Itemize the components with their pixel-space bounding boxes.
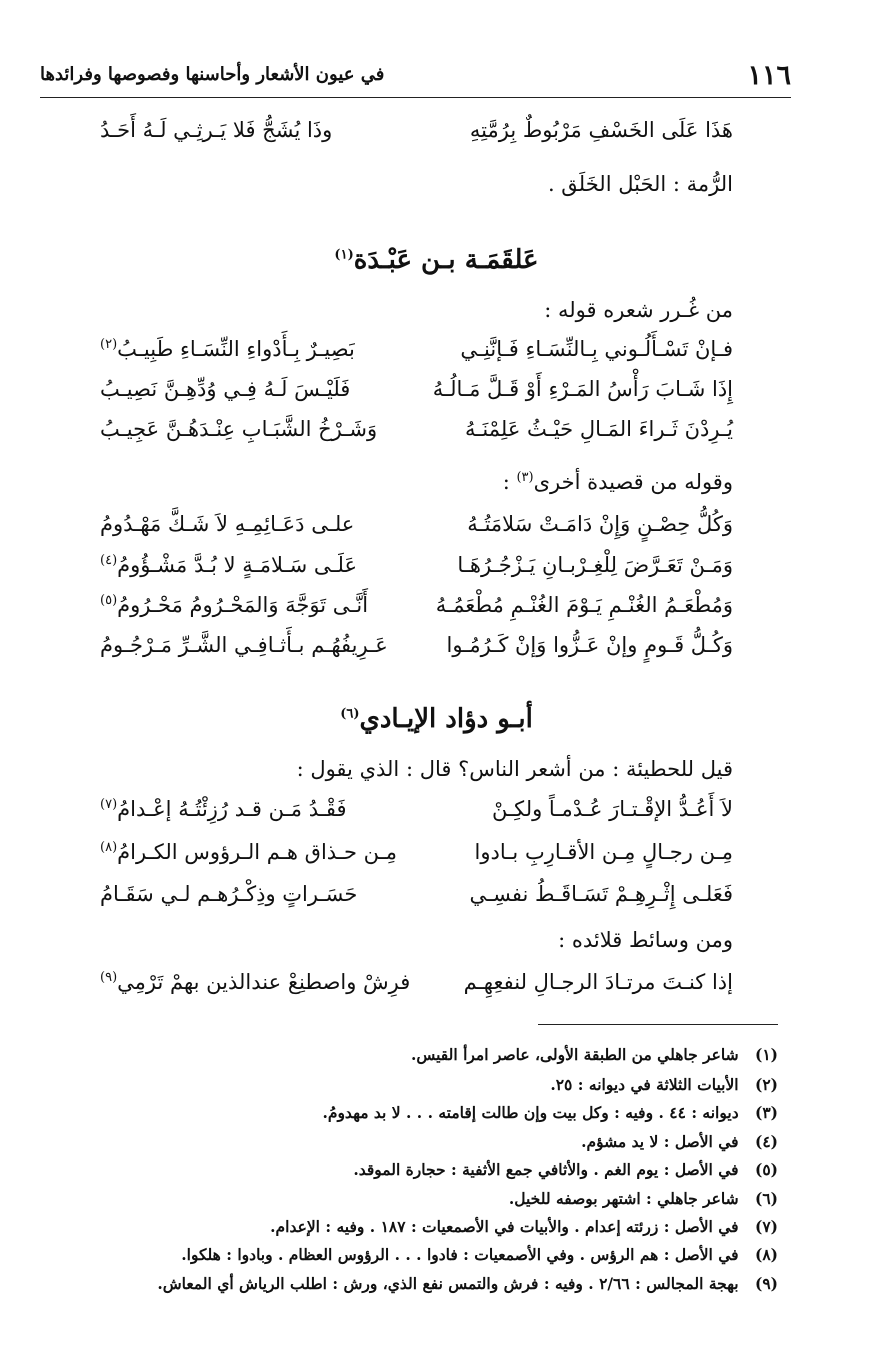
verse-line	[100, 633, 733, 673]
second-hemistich: مِـن حـذاق هـم الـرؤوس الكـرامُ$^{(٨)}$	[100, 840, 398, 864]
second-hemistich: عَـرِيفُهُـم بـأَثـافِـي الشَّـرِّ مَـرْجُـومُ	[100, 633, 388, 657]
footnote-number: (٦)	[754, 1189, 778, 1208]
footnote-marker: (٧)	[100, 797, 118, 812]
footnote-text: في الأصل : لا يد مشؤم.	[581, 1132, 739, 1151]
verse-line	[100, 118, 733, 158]
footnote-marker: (٨)	[100, 840, 118, 855]
intro-line: قيل للحطيئة : من أشعر الناس؟ قال : الذي يقول :	[296, 757, 733, 781]
second-hemistich: حَسَـراتٍ وذِكْـرُهـم لـي سَقَـامُ	[100, 882, 358, 906]
footnote-number: (٢)	[754, 1075, 778, 1094]
footnote-number: (٤)	[754, 1132, 778, 1151]
first-hemistich: إِذَا شَـابَ رَأْسُ المَـرْءِ أَوْ قَـلَّ مَـالُـهُ	[432, 377, 733, 401]
running-header	[40, 58, 791, 98]
footnote	[411, 1045, 778, 1064]
footnote-marker: (٤)	[100, 553, 118, 568]
footnote-text: في الأصل : هم الرؤس . وفي الأصمعيات : فادوا . . . الرؤوس العظام . وبادوا : هلكوا.	[181, 1245, 739, 1264]
footnote	[353, 1160, 778, 1179]
second-hemistich: فَقْـدُ مَـن قـد رُزِئْتُـهُ إعْـدامُ$^{(٧)}$	[100, 797, 347, 821]
second-hemistich: وذَا يُشَجُّ فَلا يَـرثِـي لَـهُ أَحَـدُ	[100, 118, 333, 142]
first-hemistich: وَمَـنْ تَعَـرَّضَ لِلْغِـرْبـانِ يَـزْجُـرُهَـا	[457, 553, 733, 577]
verse-line	[100, 337, 733, 377]
second-hemistich: علـى دَعَـائِمِـهِ لاَ شَـكَّ مَهْـدُومُ	[100, 512, 355, 536]
verse-line	[100, 970, 733, 1010]
footnote-text: شاعر جاهلي : اشتهر بوصفه للخيل.	[508, 1189, 739, 1208]
first-hemistich: فـإنْ تَسْـأَلُـوني بِـالنِّسَـاءِ فَـإنَّنِـي	[460, 337, 733, 361]
footnote-marker: (٥)	[100, 593, 118, 608]
footnote-number: (٩)	[754, 1274, 778, 1293]
intro-line: وقوله من قصيدة أخرى$^{(٣)}$ :	[502, 470, 733, 494]
first-hemistich: لاَ أَعُـدُّ الإقْـتـارَ عُـدْمـاً ولكِـنْ	[491, 797, 733, 821]
footnote	[181, 1245, 778, 1264]
intro-line: من غُـرر شعره قوله :	[544, 298, 733, 322]
section-heading	[0, 704, 873, 734]
page-number: ١١٦	[747, 60, 791, 91]
poet-name: عَلقَمَـة بـن عَبْـدَة	[353, 245, 539, 275]
verse-line	[100, 797, 733, 837]
verse-line	[100, 553, 733, 593]
footnote-marker: (٣)	[516, 470, 534, 485]
footnote-text: بهجة المجالس : ٢/٦٦ . وفيه : فرش والتمس نفع الذي، ورش : اطلب الرياش أي المعاش.	[157, 1274, 739, 1293]
first-hemistich: وَمُطْعَـمُ الغُنْـمِ يَـوْمَ الغُنْـمِ مُطْعَمُـهُ	[435, 593, 733, 617]
footnote	[270, 1217, 778, 1236]
second-hemistich: عَلَـى سَـلامَـةٍ لا بُـدَّ مَشْـؤُومُ$^{(٤)}$	[100, 553, 358, 577]
verse-line	[100, 417, 733, 457]
second-hemistich: أَنَّـى تَوَجَّهَ وَالمَحْـرُومُ مَحْـرُومُ$^{(٥)}$	[100, 593, 369, 617]
footnote-number: (٣)	[754, 1103, 778, 1122]
second-hemistich: فَلَيْـسَ لَـهُ فِـي وُدِّهِـنَّ نَصِيـبُ	[100, 377, 351, 401]
footnote	[509, 1189, 778, 1208]
footnote	[322, 1103, 778, 1122]
first-hemistich: وَكُلُّ حِصْـنٍ وَإِنْ دَامَـتْ سَلامَتُـهُ	[467, 512, 733, 536]
verse-line	[100, 840, 733, 880]
section-heading	[0, 245, 873, 275]
second-hemistich: بَصِيـرٌ بِـأَدْواءِ النِّسَـاءِ طَبِيـبُ$^{(٢)}$	[100, 337, 355, 361]
first-hemistich: يُـرِدْنَ ثَـراءَ المَـالِ حَيْـثُ عَلِمْنَـهُ	[465, 417, 733, 441]
footnote-text: الأبيات الثلاثة في ديوانه : ٢٥.	[550, 1075, 739, 1094]
first-hemistich: فَعَلـى إِثْـرِهِـمْ تَسَـاقَـطُ نفسِـي	[469, 882, 733, 906]
second-hemistich: فرِشْ واصطنِعْ عندالذين بهمْ تَرْمِي$^{(٩)}$	[100, 970, 411, 994]
first-hemistich: وَكُـلُّ قَـومٍ وإنْ عَـزُّوا وَإنْ كَـرُمُـوا	[446, 633, 733, 657]
verse-line	[100, 882, 733, 922]
verse-line	[100, 512, 733, 552]
header-rule	[40, 97, 791, 98]
footnote-number: (٧)	[754, 1217, 778, 1236]
footnote-text: في الأصل : يوم الغم . والأثافي جمع الأثفية : حجارة الموقد.	[353, 1160, 739, 1179]
footnote-text: في الأصل : زرئته إعدام . والأبيات في الأصمعيات : ١٨٧ . وفيه : الإعدام.	[270, 1217, 739, 1236]
footnote	[581, 1132, 778, 1151]
first-hemistich: هَذَا عَلَى الخَسْفِ مَرْبُوطٌ بِرُمَّتِهِ	[469, 118, 733, 142]
footnote-text: ديوانه : ٤٤ . وفيه : وكل بيت وإن طالت إقامته . . . لا بد مهدومُ.	[322, 1103, 739, 1122]
verse-line	[100, 593, 733, 633]
running-title: في عيون الأشعار وأحاسنها وفصوصها وفرائدها	[40, 64, 385, 85]
footnote-rule	[538, 1024, 778, 1025]
footnote	[157, 1274, 778, 1293]
footnote-marker: (٩)	[100, 970, 118, 985]
verse-line	[100, 377, 733, 417]
footnote-text: شاعر جاهلي من الطبقة الأولى، عاصر امرأ القيس.	[410, 1045, 739, 1064]
first-hemistich: مِـن رجـالٍ مِـن الأقـارِبِ بـادوا	[474, 840, 733, 864]
footnote-number: (٥)	[754, 1160, 778, 1179]
footnote-number: (١)	[754, 1045, 778, 1064]
first-hemistich: إذا كنـتَ مرتـادَ الرجـالِ لنفعِهِـم	[463, 970, 733, 994]
intro-line: ومن وسائط قلائده :	[558, 928, 733, 952]
second-hemistich: وَشَـرْخُ الشَّبَـابِ عِنْـدَهُـنَّ عَجِيـبُ	[100, 417, 378, 441]
footnote-marker: (٦)	[340, 706, 360, 722]
gloss: الرُّمة : الحَبْل الخَلَق .	[547, 172, 733, 196]
footnote-marker: (١)	[334, 247, 354, 263]
footnote-number: (٨)	[754, 1245, 778, 1264]
poet-name: أبـو دؤاد الإيـادي	[359, 704, 533, 734]
footnote-marker: (٢)	[100, 337, 118, 352]
footnote	[550, 1075, 778, 1094]
